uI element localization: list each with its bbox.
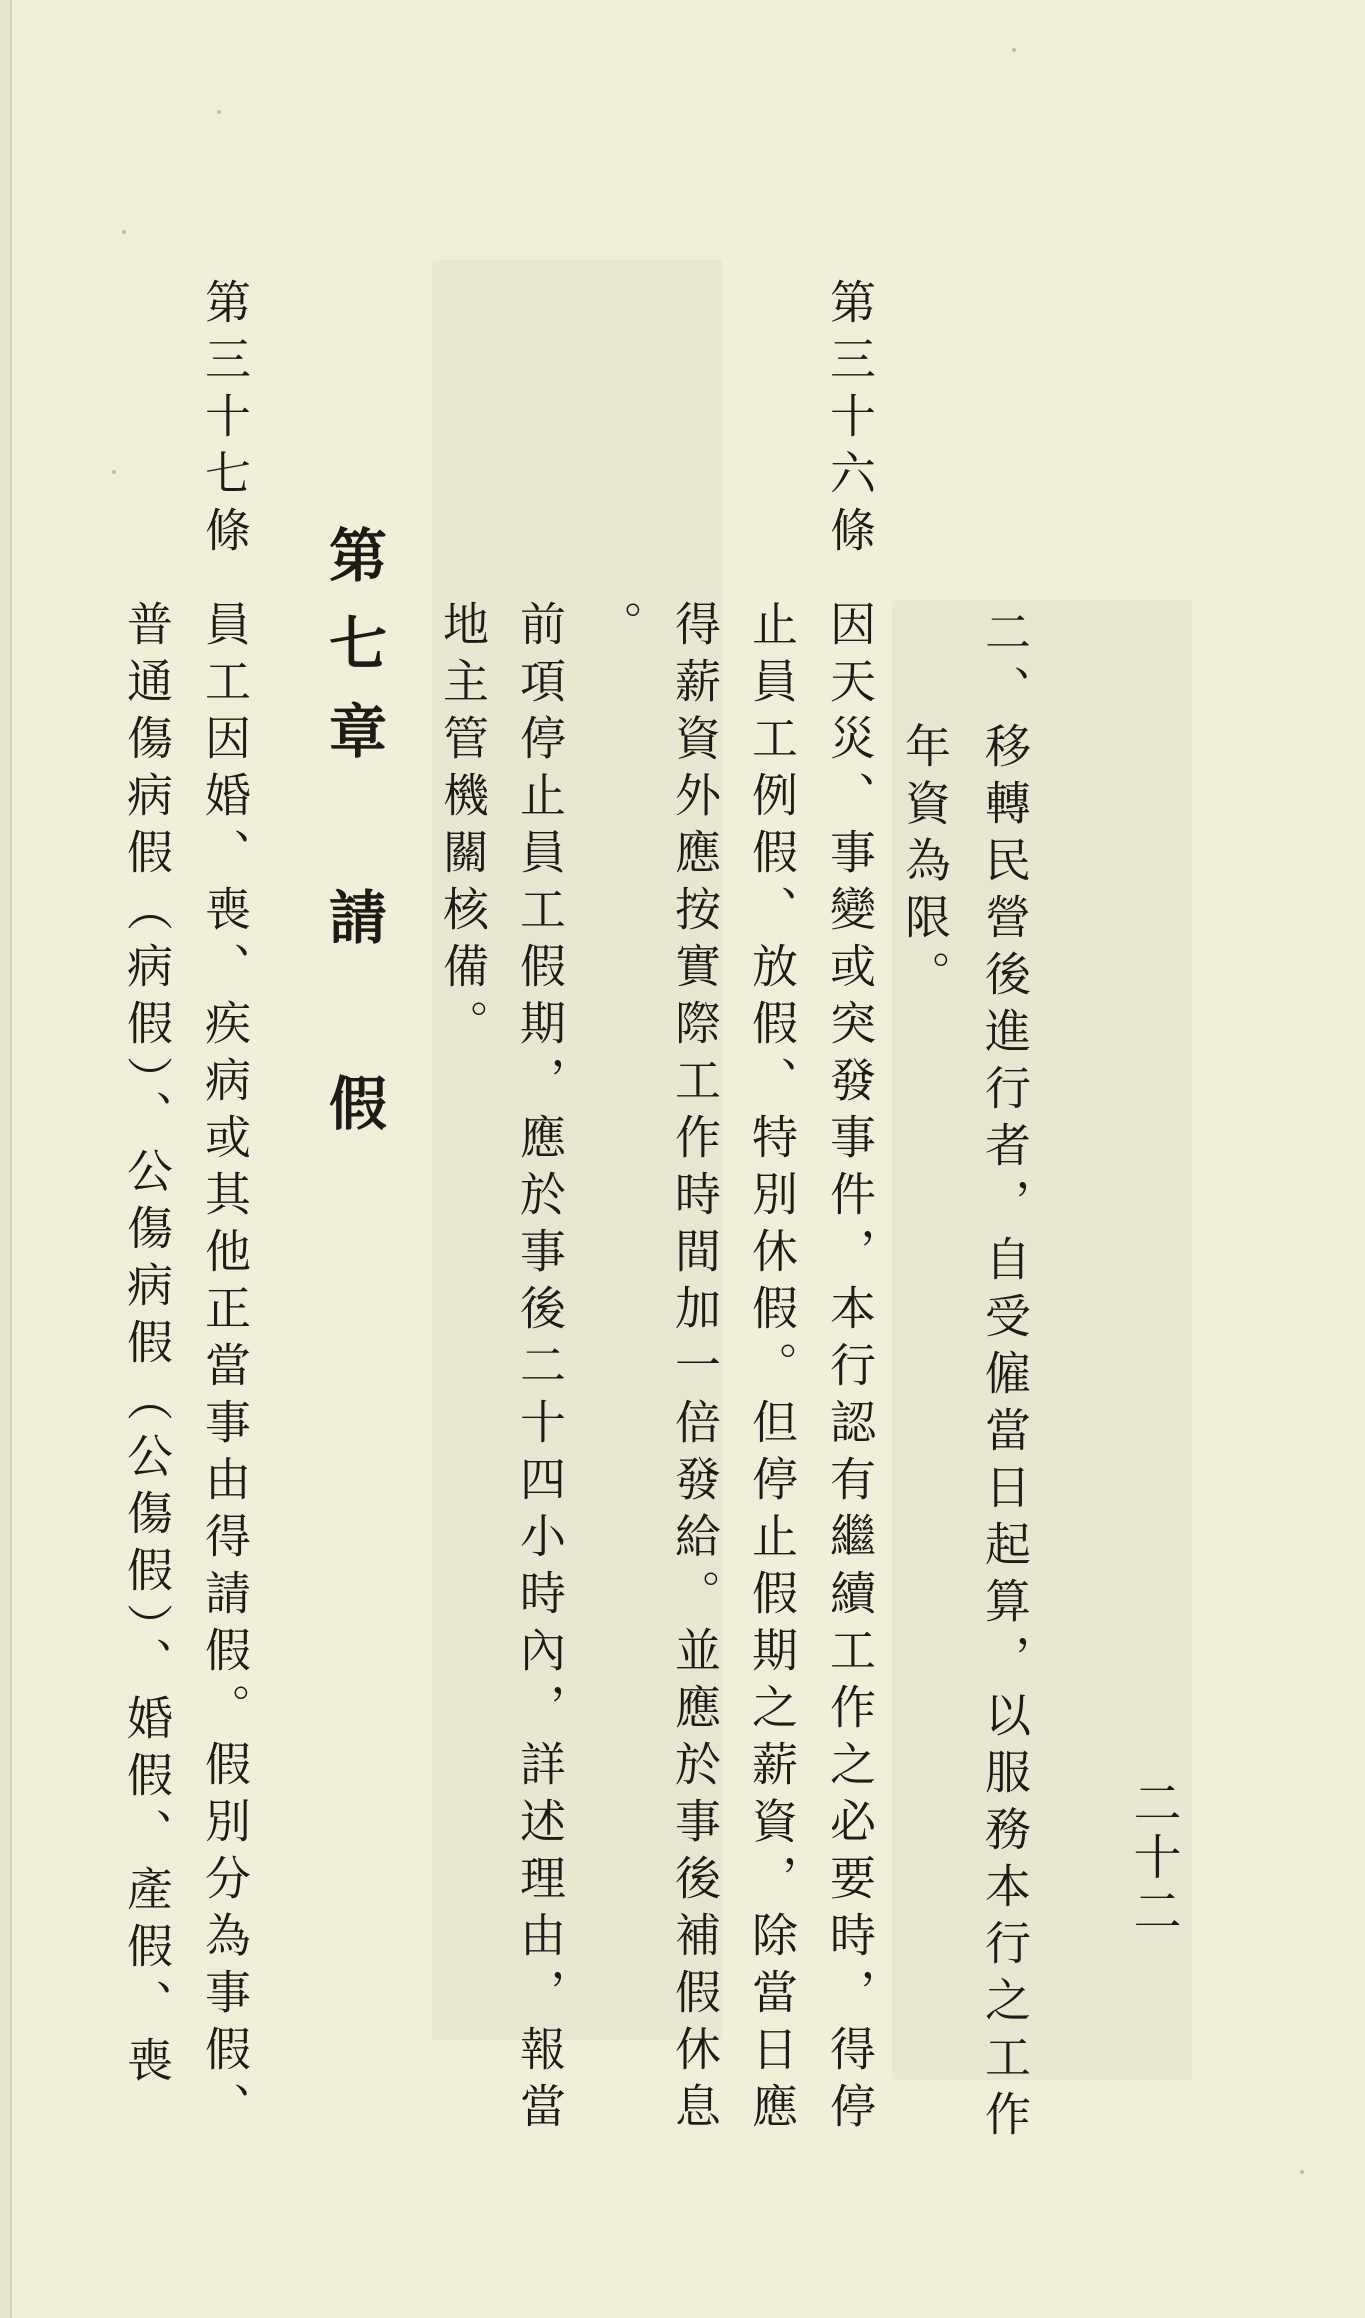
article-37-line: 員工因婚、喪、疾病或其他正當事由得請假。假別分為事假、 bbox=[198, 600, 252, 2139]
article-36-label: 第三十六條 bbox=[823, 278, 877, 563]
page-number: 二十二 bbox=[1125, 1778, 1181, 1940]
article-36-line: 止員工例假、放假、特別休假。但停止假期之薪資，除當日應 bbox=[745, 600, 799, 2139]
chapter-title: 第七章 請 假 bbox=[319, 525, 387, 1161]
article-37-line: 普通傷病假（病假）、公傷病假（公傷假）、婚假、產假、喪 bbox=[120, 600, 174, 2093]
article-36-line: 。 bbox=[590, 600, 644, 657]
article-36-item-two-line2: 年資為限。 bbox=[898, 722, 952, 1007]
article-36-line: 地主管機關核備。 bbox=[436, 600, 490, 1056]
paper-speck bbox=[122, 230, 126, 234]
article-36-line: 得薪資外應按實際工作時間加一倍發給。並應於事後補假休息 bbox=[668, 600, 722, 2139]
paper-speck bbox=[1300, 2170, 1304, 2174]
paper-speck bbox=[112, 470, 116, 474]
article-36-line: 前項停止員工假期，應於事後二十四小時內，詳述理由，報當 bbox=[513, 600, 567, 2139]
document-page bbox=[10, 0, 1365, 2318]
article-37-label: 第三十七條 bbox=[198, 278, 252, 563]
paper-speck bbox=[1012, 48, 1016, 52]
paper-speck bbox=[217, 110, 221, 114]
article-36-line: 因天災、事變或突發事件，本行認有繼續工作之必要時，得停 bbox=[823, 600, 877, 2139]
article-36-item-two-line1: 二、移轉民營後進行者，自受僱當日起算，以服務本行之工作 bbox=[978, 608, 1032, 2147]
